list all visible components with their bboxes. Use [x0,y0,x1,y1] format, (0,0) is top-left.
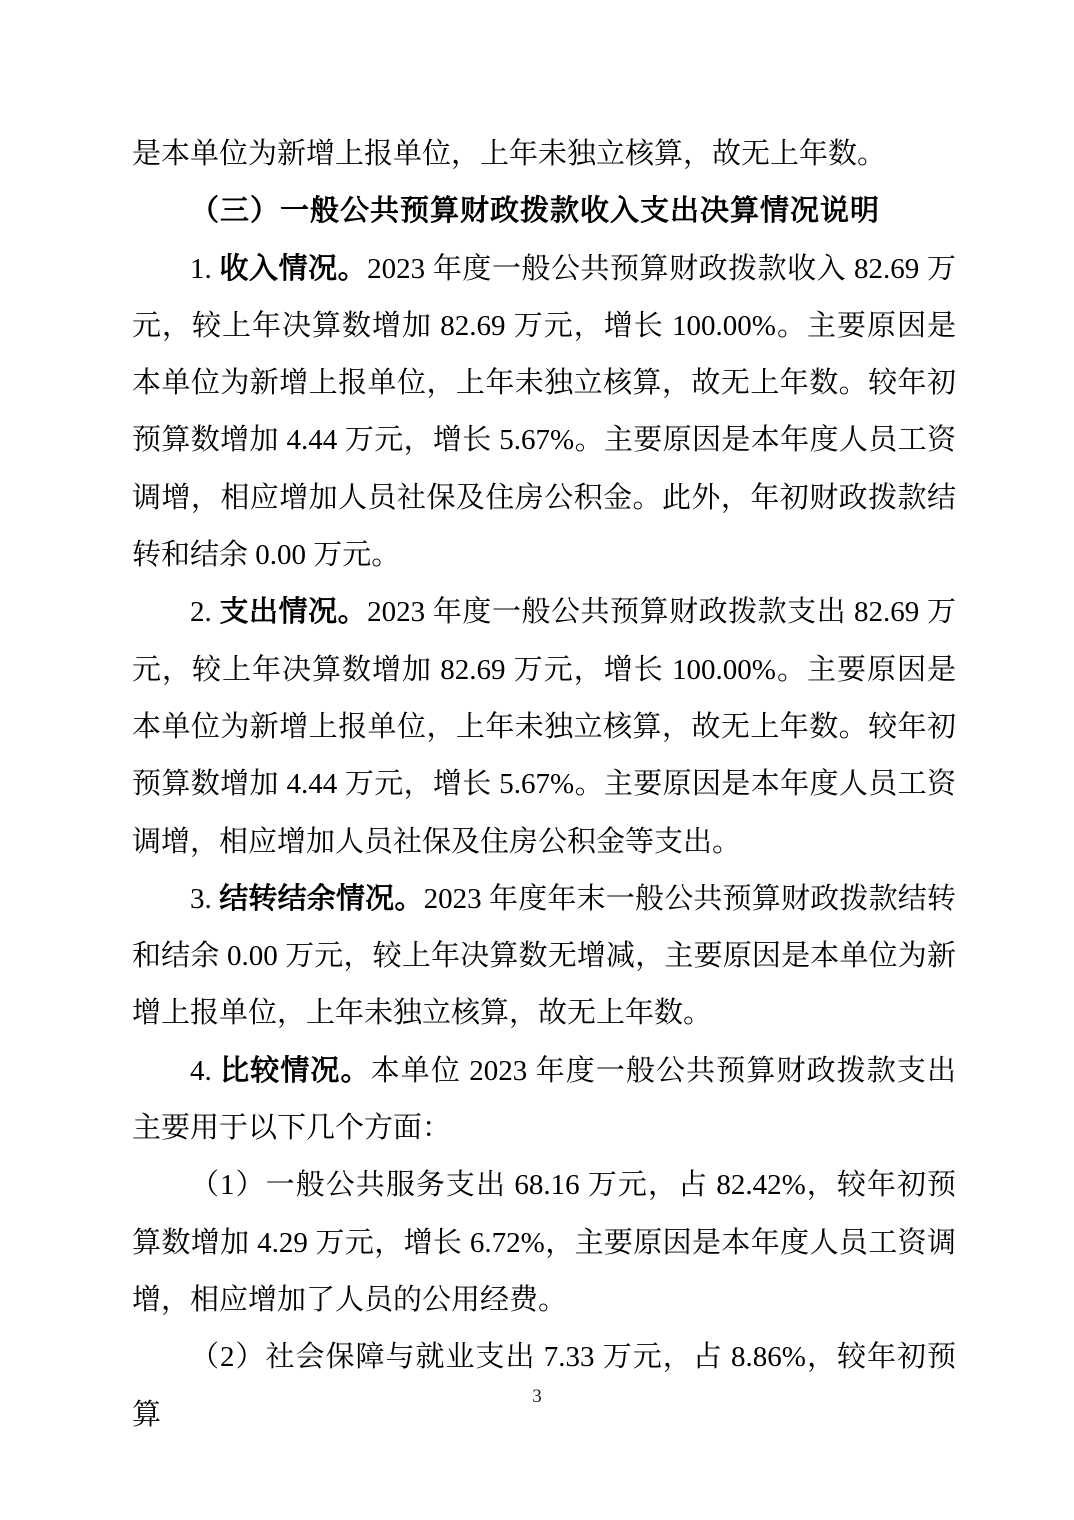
section-label: 结转结余情况。 [219,882,424,915]
section-label: 收入情况。 [219,252,368,285]
paragraph-carryover [132,871,956,1043]
section-number: 4. [190,1054,221,1087]
paragraph-item-social-security: （2）社会保障与就业支出 7.33 万元，占 8.86%，较年初预算 [132,1341,956,1431]
page-number: 3 [532,1386,542,1407]
section-number: 2. [190,596,220,629]
paragraph-comparison [132,1043,956,1158]
section-number: 3. [190,882,220,915]
section-heading: （三）一般公共预算财政拨款收入支出决算情况说明 [190,195,881,228]
paragraph-income [132,241,956,585]
section-text: 本单位 2023 年度一般公共预算财政拨款支出主要用于以下几个方面： [132,1054,956,1145]
document-body [132,126,956,1444]
section-text: 2023 年度年末一般公共预算财政拨款结转和结余 0.00 万元，较上年决算数无增减，主要原因是本单位为新增上报单位，上年未独立核算，故无上年数。 [132,882,956,1030]
section-label: 比较情况。 [220,1054,371,1087]
section-text: 2023 年度一般公共预算财政拨款支出 82.69 万元，较上年决算数增加 82.69 万元，增长 100.00%。主要原因是本单位为新增上报单位，上年未独立核算，故无上年数。较年初预算数增加 4.44 万元，增长 5.67%。主要原因是本年度人员工资调增，相应增加人员社保及住房公积金等支出。 [132,596,956,858]
paragraph-item-general-public-services: （1）一般公共服务支出 68.16 万元，占 82.42%，较年初预算数增加 4.29 万元，增长 6.72%，主要原因是本年度人员工资调增，相应增加了人员的公用经费。 [132,1169,956,1316]
section-label: 支出情况。 [219,596,368,629]
paragraph-continuation: 是本单位为新增上报单位，上年未独立核算，故无上年数。 [132,138,887,170]
section-number: 1. [190,252,220,285]
paragraph-expenditure [132,584,956,870]
section-text: 2023 年度一般公共预算财政拨款收入 82.69 万元，较上年决算数增加 82.69 万元，增长 100.00%。主要原因是本单位为新增上报单位，上年未独立核算，故无上年数。较年初预算数增加 4.44 万元，增长 5.67%。主要原因是本年度人员工资调增，相应增加人员社保及住房公积金。此外，年初财政拨款结转和结余 0.00 万元。 [132,252,956,572]
